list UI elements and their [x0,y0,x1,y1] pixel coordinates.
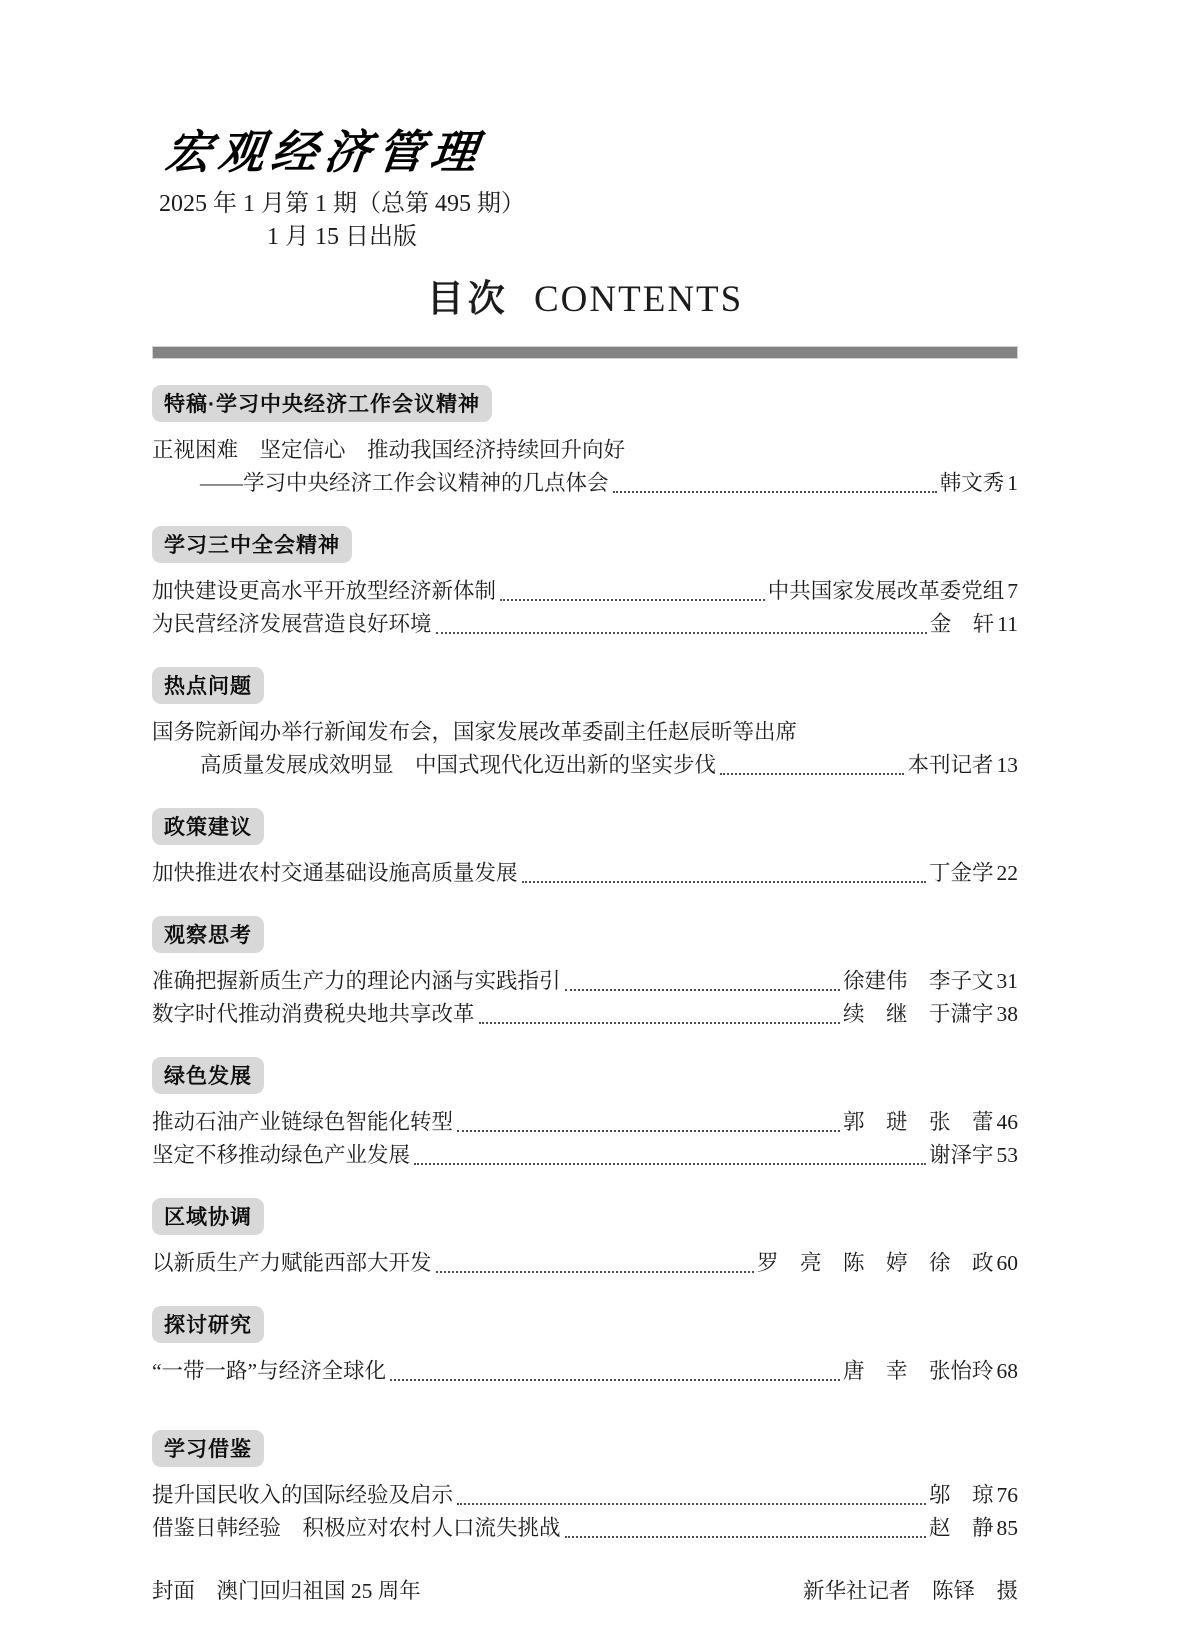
toc-section [152,526,1018,641]
toc-section [152,1198,1018,1280]
entry-authors: 中共国家发展改革委党组 [767,579,1005,603]
section-rows [152,1247,1018,1280]
section-badge: 特稿·学习中央经济工作会议精神 [152,385,492,422]
entry-row [152,1106,1018,1139]
entry-title: 正视困难 坚定信心 推动我国经济持续回升向好 [152,438,626,462]
entry-row [152,1479,1018,1512]
section-badge: 学习借鉴 [152,1430,264,1467]
section-rows [152,434,1018,500]
entry-row [152,998,1018,1031]
entry-authors: 唐 幸 张怡玲 [842,1359,994,1383]
entry-page-number: 1 [1007,471,1018,495]
entry-authors: 谢泽宇 [928,1143,994,1167]
entry-row [152,1355,1018,1388]
entry-authors: 金 轩 [929,612,995,636]
dotted-leader [720,773,904,775]
entry-authors: 郭 琎 张 蕾 [842,1110,994,1134]
entry-authors: 赵 静 [928,1516,994,1540]
entry-title-line [152,716,1018,749]
entry-authors: 罗 亮 陈 婷 徐 政 [756,1251,994,1275]
entry-authors: 续 继 于潇宇 [842,1002,994,1026]
entry-title: 坚定不移推动绿色产业发展 [152,1143,411,1167]
contents-title [152,268,1018,322]
entry-authors: 韩文秀 [939,471,1005,495]
entry-authors: 本刊记者 [907,753,994,777]
entry-title: 为民营经济发展营造良好环境 [152,612,432,636]
cover-caption: 封面 澳门回归祖国 25 周年 [152,1579,421,1603]
section-badge: 政策建议 [152,808,264,845]
dotted-leader [565,989,840,991]
toc-section [152,1306,1018,1388]
entry-row [152,749,1018,782]
section-badge: 探讨研究 [152,1306,264,1343]
entry-title: 推动石油产业链绿色智能化转型 [152,1110,454,1134]
entry-title: 提升国民收入的国际经验及启示 [152,1483,454,1507]
entry-row [152,608,1018,641]
entry-title: 国务院新闻办举行新闻发布会，国家发展改革委副主任赵辰昕等出席 [152,720,798,744]
section-rows [152,1106,1018,1172]
dotted-leader [390,1379,840,1381]
section-rows [152,716,1018,782]
entry-row [152,1512,1018,1545]
dotted-leader [436,1271,754,1273]
dotted-leader [436,632,927,634]
entry-page-number: 38 [996,1002,1018,1026]
divider-bar [152,346,1018,359]
photo-credit: 新华社记者 陈铎 摄 [802,1579,1018,1603]
toc-section [152,808,1018,890]
publish-date-line: 1 月 15 日出版 [267,224,417,250]
entry-row [152,467,1018,500]
entry-title: 加快推进农村交通基础设施高质量发展 [152,861,518,885]
section-rows [152,575,1018,641]
contents-title-cn: 目次 [426,278,509,319]
dotted-leader [522,881,926,883]
entry-page-number: 85 [996,1516,1018,1540]
entry-page-number: 13 [996,753,1018,777]
entry-title: “一带一路”与经济全球化 [152,1359,387,1383]
entry-title: 高质量发展成效明显 中国式现代化迈出新的坚实步伐 [200,753,717,777]
section-badge: 区域协调 [152,1198,264,1235]
section-badge: 绿色发展 [152,1057,264,1094]
entry-authors: 徐建伟 李子文 [842,969,994,993]
entry-authors: 邬 琼 [928,1483,994,1507]
toc-section [152,916,1018,1031]
entry-row [152,965,1018,998]
dotted-leader [414,1163,926,1165]
entry-row [152,575,1018,608]
entry-row [152,1247,1018,1280]
entry-page-number: 11 [997,612,1018,636]
entry-page-number: 53 [996,1143,1018,1167]
entry-title: 准确把握新质生产力的理论内涵与实践指引 [152,969,561,993]
dotted-leader [479,1022,840,1024]
toc-section [152,667,1018,782]
entry-authors: 丁金学 [928,861,994,885]
section-rows [152,965,1018,1031]
section-rows [152,1479,1018,1545]
entry-title: ——学习中央经济工作会议精神的几点体会 [200,471,609,495]
entry-page-number: 46 [996,1110,1018,1134]
entry-row [152,857,1018,890]
entry-page-number: 7 [1007,579,1018,603]
masthead [152,116,532,254]
dotted-leader [500,599,765,601]
entry-title: 借鉴日韩经验 积极应对农村人口流失挑战 [152,1516,561,1540]
entry-title: 加快建设更高水平开放型经济新体制 [152,579,497,603]
section-badge: 学习三中全会精神 [152,526,352,563]
cover-credit [152,1575,1018,1608]
entry-row [152,1139,1018,1172]
dotted-leader [457,1130,840,1132]
entry-title: 数字时代推动消费税央地共享改革 [152,1002,475,1026]
toc-section [152,385,1018,500]
entry-page-number: 68 [996,1359,1018,1383]
section-rows [152,1355,1018,1388]
entry-page-number: 31 [996,969,1018,993]
entry-page-number: 76 [996,1483,1018,1507]
toc-section [152,1430,1018,1545]
journal-logo: 宏观经济管理 [162,125,487,179]
entry-page-number: 22 [996,861,1018,885]
issue-line: 2025 年 1 月第 1 期（总第 495 期） [159,191,525,217]
entry-title-line [152,434,1018,467]
dotted-leader [565,1536,926,1538]
toc-sections [152,385,1018,1545]
toc-section [152,1057,1018,1172]
section-rows [152,857,1018,890]
dotted-leader [457,1503,926,1505]
section-badge: 热点问题 [152,667,264,704]
section-badge: 观察思考 [152,916,264,953]
entry-title: 以新质生产力赋能西部大开发 [152,1251,432,1275]
contents-title-en: CONTENTS [534,279,744,320]
entry-page-number: 60 [996,1251,1018,1275]
dotted-leader [613,491,937,493]
